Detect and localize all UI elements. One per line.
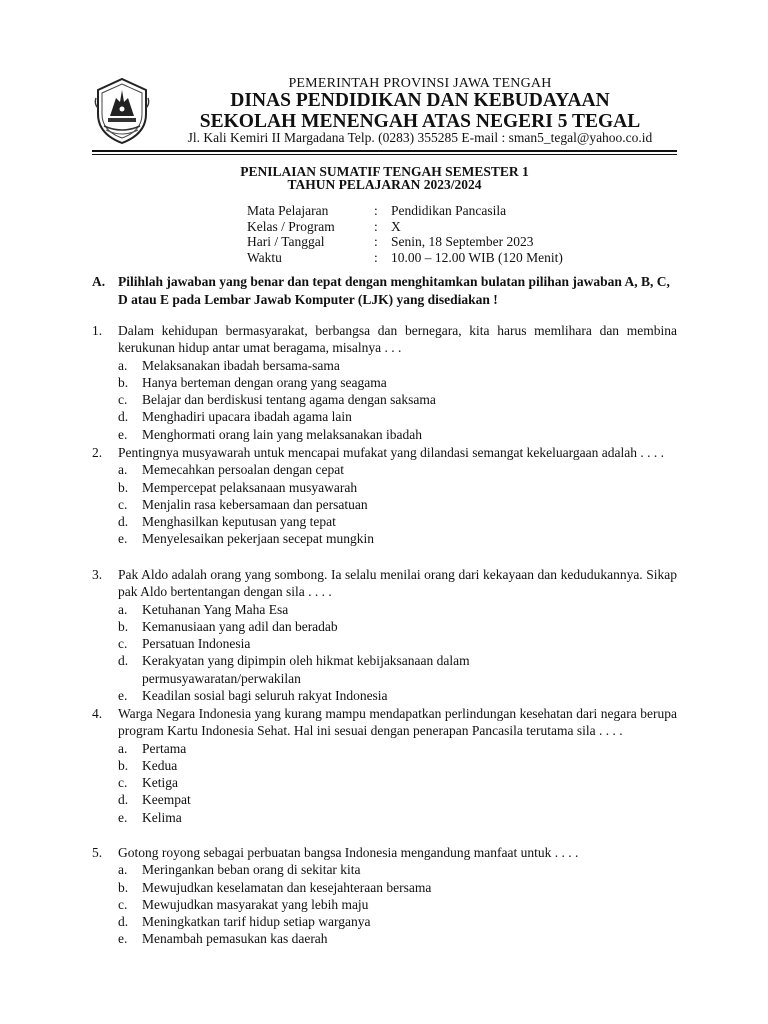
section-letter: A. [92,274,106,289]
option-d [118,652,677,687]
option-b [118,757,677,774]
option-letter: c. [118,896,128,912]
option-letter: b. [118,374,129,390]
option-letter: b. [118,879,129,895]
option-b [118,618,677,635]
option-text: Menjalin rasa kebersamaan dan persatuan [142,496,368,512]
info-row-class [247,219,563,235]
option-text: Mewujudkan keselamatan dan kesejahteraan bersama [142,879,432,895]
option-e [118,687,677,704]
option-letter: c. [118,636,128,652]
info-label: Kelas / Program [247,218,335,234]
option-text: Kelima [142,809,182,825]
option-text: Hanya berteman dengan orang yang seagama [142,374,387,390]
option-letter: d. [118,514,129,530]
question-2 [92,444,677,548]
option-text: Pertama [142,740,187,756]
option-b [118,374,677,391]
option-c [118,391,677,408]
option-c [118,896,677,913]
question-1 [92,322,677,443]
option-a [118,740,677,757]
option-letter: e. [118,426,128,442]
info-label: Waktu [247,249,282,265]
option-a [118,601,677,618]
question-number: 3. [92,567,103,582]
option-text: Kerakyatan yang dipimpin oleh hikmat kebijaksanaan dalam permusyawaratan/perwakilan [142,653,470,686]
instruction-text: Pilihlah jawaban yang benar dan tepat dengan menghitamkan bulatan pilihan jawaban A, B, C, D atau E pada Lembar Jawab Komputer (LJK) yang disediakan ! [118,274,670,307]
option-text: Persatuan Indonesia [142,636,251,652]
option-text: Kedua [142,757,178,773]
question-number: 4. [92,706,103,721]
option-letter: d. [118,792,129,808]
info-colon: : [374,218,378,234]
option-text: Memecahkan persoalan dengan cepat [142,462,345,478]
option-text: Menghasilkan keputusan yang tepat [142,514,336,530]
question-number: 5. [92,845,103,860]
info-colon: : [374,234,378,249]
question-text: Gotong royong sebagai perbuatan bangsa Indonesia mengandung manfaat untuk . . . . [118,845,579,860]
option-c [118,774,677,791]
info-label: Mata Pelajaran [247,203,329,218]
option-letter: a. [118,357,128,373]
option-d [118,408,677,425]
option-letter: a. [118,601,128,617]
exam-info [247,203,563,265]
option-letter: a. [118,862,128,878]
option-e [118,809,677,826]
option-text: Menyelesaikan pekerjaan secepat mungkin [142,531,375,547]
exam-year: TAHUN PELAJARAN 2023/2024 [287,177,482,192]
question-5 [92,844,677,948]
option-letter: c. [118,496,128,512]
option-a [118,461,677,478]
option-text: Menghormati orang lain yang melaksanakan ibadah [142,426,423,442]
info-row-subject [247,203,563,219]
option-letter: e. [118,931,128,947]
question-3 [92,566,677,704]
question-text: Pak Aldo adalah orang yang sombong. Ia selalu menilai orang dari kekayaan dan kedudukannya. Sikap pak Aldo bertentangan dengan sila . . . . [118,567,677,600]
option-letter: d. [118,653,129,669]
info-value: 10.00 – 12.00 WIB (120 Menit) [391,249,563,265]
option-text: Menambah pemasukan kas daerah [142,931,328,947]
option-letter: e. [118,531,128,547]
option-text: Belajar dan berdiskusi tentang agama dengan saksama [142,392,436,408]
letterhead-divider [92,150,677,152]
option-letter: a. [118,462,128,478]
agency-name: DINAS PENDIDIKAN DAN KEBUDAYAAN [230,90,610,111]
school-name: SEKOLAH MENENGAH ATAS NEGERI 5 TEGAL [199,111,641,132]
option-e [118,426,677,443]
option-letter: e. [118,688,128,704]
exam-title: PENILAIAN SUMATIF TENGAH SEMESTER 1 [240,164,529,179]
option-letter: c. [118,775,128,791]
question-number: 1. [92,323,103,338]
central-java-emblem-icon [94,76,150,146]
option-a [118,357,677,374]
option-d [118,513,677,530]
option-letter: c. [118,392,128,408]
option-text: Menghadiri upacara ibadah agama lain [142,409,352,425]
option-letter: b. [118,479,129,495]
question-text: Warga Negara Indonesia yang kurang mampu mendapatkan perlindungan kesehatan dari negara berupa program Kartu Indonesia Sehat. Hal ini sesuai dengan penerapan Pancasila terutama sila . . . . [118,706,677,739]
option-text: Mempercepat pelaksanaan musyawarah [142,479,358,495]
option-letter: d. [118,409,129,425]
government-name: PEMERINTAH PROVINSI JAWA TENGAH [288,76,552,91]
option-letter: e. [118,809,128,825]
info-value: X [391,218,401,234]
option-text: Ketiga [142,775,178,791]
option-e [118,530,677,547]
option-text: Keempat [142,792,191,808]
question-4 [92,705,677,826]
option-text: Ketuhanan Yang Maha Esa [142,601,289,617]
option-text: Mewujudkan masyarakat yang lebih maju [142,896,369,912]
info-label: Hari / Tanggal [247,234,325,249]
info-colon: : [374,249,378,265]
option-text: Keadilan sosial bagi seluruh rakyat Indonesia [142,688,388,704]
option-a [118,861,677,878]
option-text: Meringankan beban orang di sekitar kita [142,862,361,878]
option-c [118,496,677,513]
letterhead-divider-thin [92,154,677,155]
info-value: Senin, 18 September 2023 [391,234,534,249]
option-letter: b. [118,757,129,773]
option-d [118,913,677,930]
option-b [118,879,677,896]
info-colon: : [374,203,378,218]
option-text: Melaksanakan ibadah bersama-sama [142,357,340,373]
school-address: Jl. Kali Kemiri II Margadana Telp. (0283) 355285 E-mail : sman5_tegal@yahoo.co.id [187,130,653,145]
option-letter: b. [118,618,129,634]
question-text: Dalam kehidupan bermasyarakat, berbangsa dan bernegara, kita harus memlihara dan membina kerukunan hidup antar umat beragama, misalnya . . . [118,323,677,356]
option-letter: d. [118,914,129,930]
option-text: Meningkatkan tarif hidup setiap warganya [142,914,371,930]
info-row-date [247,234,563,250]
option-c [118,635,677,652]
option-d [118,791,677,808]
question-text: Pentingnya musyawarah untuk mencapai mufakat yang dilandasi semangat kekeluargaan adalah . . . . [118,445,664,460]
option-text: Kemanusiaan yang adil dan beradab [142,618,338,634]
option-e [118,930,677,947]
info-value: Pendidikan Pancasila [391,203,507,218]
info-row-time [247,250,563,266]
question-number: 2. [92,445,103,460]
option-b [118,479,677,496]
option-letter: a. [118,740,128,756]
